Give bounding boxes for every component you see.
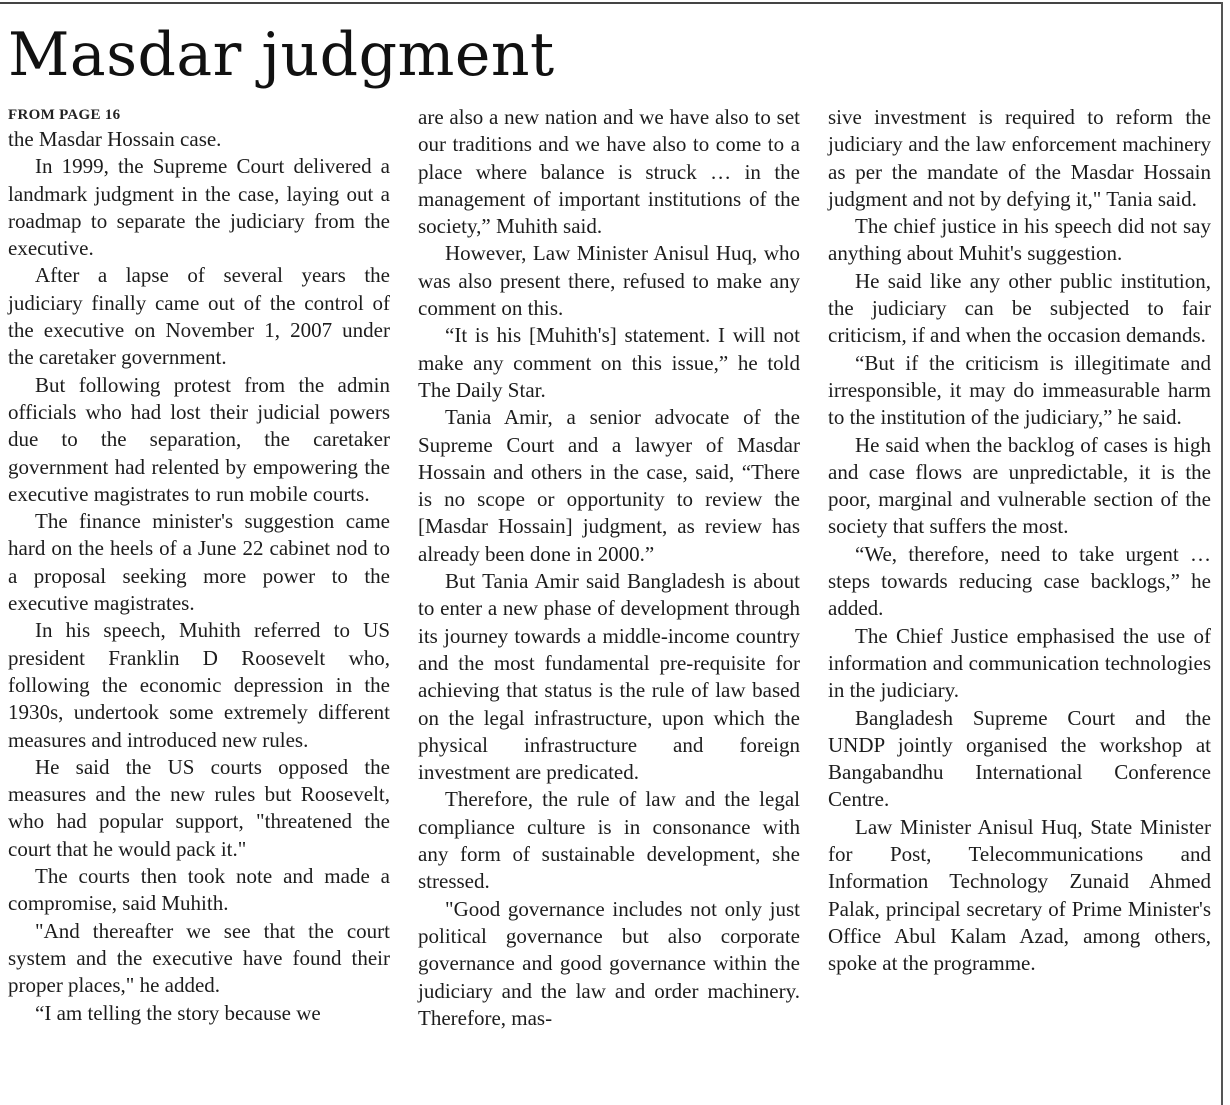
continuation-label: FROM PAGE 16 [8,107,121,123]
column-3-paragraph: The Chief Justice emphasised the use of information and communication technologies in the judiciary. [828,623,1211,703]
column-1-paragraph: He said the US courts opposed the measures and the new rules but Roosevelt, who had popular support, "threatened the court that he would pack it." [8,754,390,861]
column-1-paragraph: But following protest from the admin officials who had lost their judicial powers due to the separation, the caretaker government had relented by empowering the executive magistrates to run mobile courts. [8,372,390,506]
article-column-2 [418,104,800,1032]
column-1-paragraph: the Masdar Hossain case. [8,127,222,151]
column-1-paragraph: The finance minister's suggestion came hard on the heels of a June 22 cabinet nod to a proposal seeking more power to the executive magistrates. [8,509,390,616]
column-2-paragraph: But Tania Amir said Bangladesh is about to enter a new phase of development through its journey towards a middle-income country and the most fundamental pre-requisite for achieving that status is the rule of law based on the legal infrastructure, upon which the physical infrastructure and foreign investment are predicated. [418,569,800,785]
article-headline: Masdar judgment [8,20,555,90]
column-1-paragraph: In 1999, the Supreme Court delivered a landmark judgment in the case, laying out a roadmap to separate the judiciary from the executive. [8,154,390,261]
column-2-paragraph: Tania Amir, a senior advocate of the Supreme Court and a lawyer of Masdar Hossain and others in the case, said, “There is no scope or opportunity to review the [Masdar Hossain] judgment, as review has already been done in 2000.” [418,405,800,566]
column-3-paragraph: Bangladesh Supreme Court and the UNDP jointly organised the workshop at Bangabandhu International Conference Centre. [828,705,1211,812]
column-3-paragraph: sive investment is required to reform the judiciary and the law enforcement machinery as per the mandate of the Masdar Hossain judgment and not by defying it," Tania said. [828,105,1211,211]
column-1-paragraph: After a lapse of several years the judiciary finally came out of the control of the executive on November 1, 2007 under the caretaker government. [8,263,390,370]
column-1-paragraph: “I am telling the story because we [35,1000,321,1025]
column-3-paragraph: “We, therefore, need to take urgent … steps towards reducing case backlogs,” he added. [828,541,1211,621]
column-2-paragraph: However, Law Minister Anisul Huq, who was also present there, refused to make any comment on this. [418,241,800,321]
column-1-paragraph: The courts then took note and made a compromise, said Muhith. [8,864,390,916]
column-3-paragraph: “But if the criticism is illegitimate and irresponsible, it may do immeasurable harm to the institution of the judiciary,” he said. [828,350,1211,430]
column-2-paragraph: "Good governance includes not only just political governance but also corporate governance and good governance within the judiciary and the law and order machinery. Therefore, mas- [418,896,800,1030]
column-3-paragraph: He said when the backlog of cases is high and case flows are unpredictable, it is the poor, marginal and vulnerable section of the society that suffers the most. [828,432,1211,539]
right-divider-rule [1221,2,1223,1105]
column-1-paragraph: In his speech, Muhith referred to US president Franklin D Roosevelt who, following the economic depression in the 1930s, undertook some extremely different measures and introduced new rules. [8,618,390,752]
column-2-paragraph: “It is his [Muhith's] statement. I will not make any comment on this issue,” he told The Daily Star. [418,323,800,402]
column-2-paragraph: are also a new nation and we have also to set our traditions and we have also to come to a place where balance is struck … in the management of important institutions of the society,” Muhith said. [418,105,800,239]
column-3-paragraph: Law Minister Anisul Huq, State Minister for Post, Telecommunications and Information Technology Zunaid Ahmed Palak, principal secretary of Prime Minister's Office Abul Kalam Azad, among others, spoke at the programme. [828,814,1211,976]
article-column-3 [828,104,1211,978]
column-3-paragraph: The chief justice in his speech did not say anything about Muhit's suggestion. [828,214,1211,266]
column-1-paragraph: "And thereafter we see that the court system and the executive have found their proper places," he added. [8,918,390,998]
top-divider-rule [0,2,1222,4]
column-2-paragraph: Therefore, the rule of law and the legal compliance culture is in consonance with any form of sustainable development, she stressed. [418,787,800,894]
column-3-paragraph: He said like any other public institution, the judiciary can be subjected to fair criticism, if and when the occasion demands. [828,268,1211,348]
article-column-1 [8,104,390,1027]
